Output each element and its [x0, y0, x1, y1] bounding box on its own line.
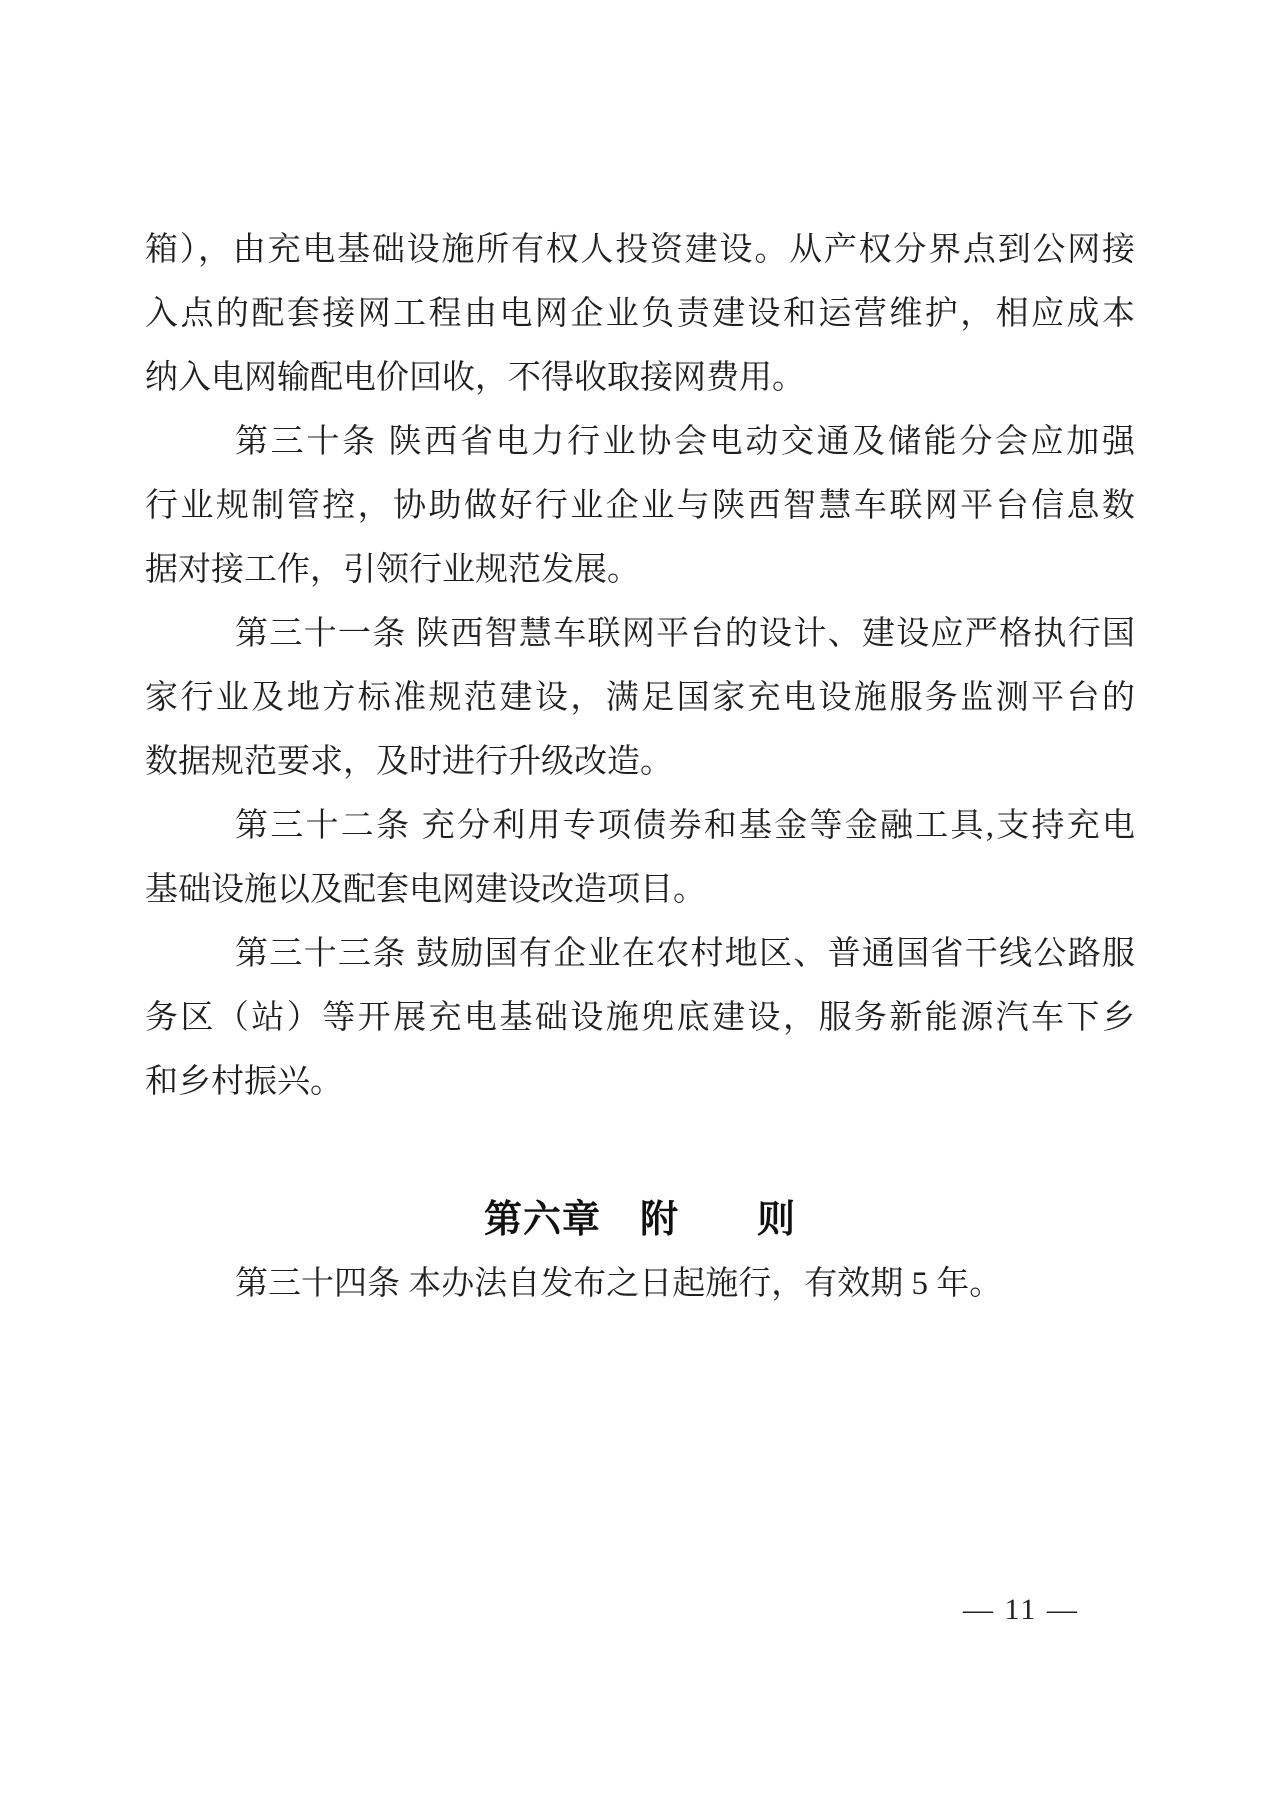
text-line: 和乡村振兴。: [145, 1064, 343, 1100]
text-line: 行业规制管控，协助做好行业企业与陕西智慧车联网平台信息数: [145, 488, 1135, 524]
article-33-line: 第三十三条 鼓励国有企业在农村地区、普通国省干线公路服: [235, 936, 1135, 972]
document-body: [145, 218, 1135, 1316]
article-31-line: 第三十一条 陕西智慧车联网平台的设计、建设应严格执行国: [235, 616, 1135, 652]
text-line: 据对接工作，引领行业规范发展。: [145, 552, 640, 588]
text-line: 箱），由充电基础设施所有权人投资建设。从产权分界点到公网接: [145, 232, 1135, 268]
text-line: 务区（站）等开展充电基础设施兜底建设，服务新能源汽车下乡: [145, 1000, 1135, 1036]
article-32-line: 第三十二条 充分利用专项债券和基金等金融工具,支持充电: [235, 808, 1135, 844]
text-line: 家行业及地方标准规范建设，满足国家充电设施服务监测平台的: [145, 680, 1135, 716]
text-line: 数据规范要求，及时进行升级改造。: [145, 744, 673, 780]
article-30-line: 第三十条 陕西省电力行业协会电动交通及储能分会应加强: [235, 424, 1135, 460]
text-line: 基础设施以及配套电网建设改造项目。: [145, 872, 706, 908]
article-34-line: 第三十四条 本办法自发布之日起施行，有效期 5 年。: [235, 1266, 1003, 1302]
chapter-heading: 第六章 附 则: [483, 1199, 796, 1241]
text-line: 入点的配套接网工程由电网企业负责建设和运营维护，相应成本: [145, 296, 1135, 332]
text-line: 纳入电网输配电价回收，不得收取接网费用。: [145, 360, 805, 396]
page-number: — 11 —: [963, 1593, 1079, 1626]
